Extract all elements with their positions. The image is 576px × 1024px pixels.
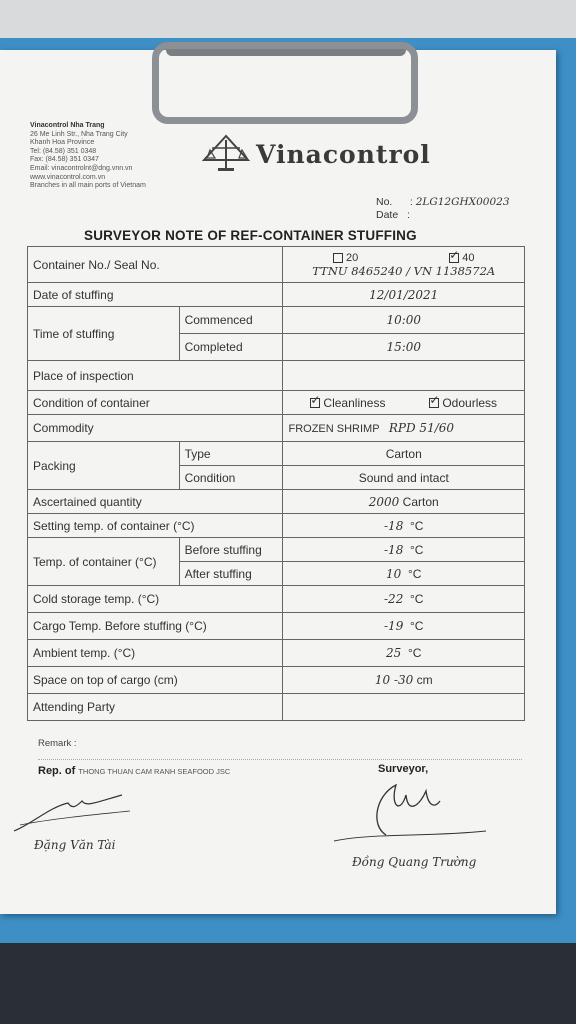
odourless-option — [429, 396, 497, 410]
checkbox-checked-icon — [310, 398, 320, 408]
condition-cell — [283, 391, 525, 415]
surveyor-signature-icon — [330, 775, 490, 845]
size-20-label: 20 — [345, 251, 359, 264]
doc-no-value: 2LG12GHX00023 — [415, 196, 510, 208]
temp-container-label: Temp. of container (°C) — [28, 538, 180, 586]
completed-value: 15:00 — [283, 334, 525, 361]
surveyor-signer-name: Đồng Quang Trường — [352, 855, 477, 869]
commodity-cell — [283, 415, 525, 442]
pack-condition-label: Condition — [179, 466, 283, 490]
place-label: Place of inspection — [28, 361, 283, 391]
date-stuffing-label: Date of stuffing — [28, 283, 283, 307]
surveyor-label: Surveyor, — [378, 763, 429, 775]
table-row — [28, 667, 525, 694]
before-stuffing-value: -18 — [384, 542, 404, 557]
unit-label: °C — [410, 542, 424, 557]
before-stuffing-cell — [283, 538, 525, 562]
remark-label: Remark : — [38, 738, 77, 749]
cold-storage-value: -22 — [384, 592, 404, 606]
stuffing-form-table — [27, 246, 525, 721]
odourless-label: Odourless — [442, 395, 498, 410]
after-stuffing-value: 10 — [386, 566, 402, 581]
address-line: Tel: (84.58) 351 0348 — [30, 147, 97, 155]
clipboard-tab — [0, 912, 246, 940]
cargo-temp-value: -19 — [384, 619, 404, 633]
container-value: TTNU 8465240 / VN 1138572A — [312, 263, 496, 278]
unit-label: °C — [410, 518, 424, 533]
document-title: SURVEYOR NOTE OF REF-CONTAINER STUFFING — [84, 228, 417, 243]
address-line: Email: vinacontrolnt@dng.vnn.vn — [30, 164, 133, 172]
address-line: 26 Me Linh Str., Nha Trang City — [30, 130, 128, 138]
commodity-value: FROZEN SHRIMP — [288, 423, 380, 435]
space-label: Space on top of cargo (cm) — [28, 667, 283, 694]
place-value — [283, 361, 525, 391]
attending-value — [283, 694, 525, 721]
table-row — [28, 442, 525, 466]
checkbox-icon — [333, 253, 343, 263]
container-label: Container No./ Seal No. — [28, 247, 283, 283]
size-40-label: 40 — [462, 251, 475, 264]
commodity-label: Commodity — [28, 415, 283, 442]
unit-label: °C — [410, 619, 424, 633]
company-name: Vinacontrol Nha Trang — [30, 122, 105, 129]
table-row — [28, 613, 525, 640]
space-cell — [283, 667, 525, 694]
unit-label: °C — [407, 566, 422, 581]
type-value: Carton — [283, 442, 525, 466]
cleanliness-option — [310, 396, 385, 410]
address-line: www.vinacontrol.com.vn — [30, 173, 106, 181]
ambient-cell — [283, 640, 525, 667]
ambient-label: Ambient temp. (°C) — [28, 640, 283, 667]
after-stuffing-cell — [283, 562, 525, 586]
cold-storage-cell — [283, 586, 525, 613]
table-row — [28, 307, 525, 334]
before-stuffing-label: Before stuffing — [179, 538, 283, 562]
doc-date-label: Date — [376, 209, 399, 221]
time-stuffing-label: Time of stuffing — [28, 307, 180, 361]
space-value: 10 -30 — [374, 673, 414, 687]
table-row — [28, 283, 525, 307]
rep-line — [38, 765, 230, 777]
doc-no-label: No. — [376, 196, 393, 208]
quantity-unit: Carton — [402, 494, 439, 509]
size-40-option — [449, 252, 474, 264]
setting-temp-label: Setting temp. of container (°C) — [28, 514, 283, 538]
pack-condition-value: Sound and intact — [283, 466, 525, 490]
table-row — [28, 415, 525, 442]
checkbox-checked-icon — [449, 253, 459, 263]
after-stuffing-label: After stuffing — [179, 562, 283, 586]
table-row — [28, 514, 525, 538]
table-row — [28, 640, 525, 667]
divider — [38, 759, 522, 760]
cleanliness-label: Cleanliness — [323, 395, 386, 410]
checkbox-checked-icon — [429, 398, 439, 408]
quantity-label: Ascertained quantity — [28, 490, 283, 514]
setting-temp-cell — [283, 514, 525, 538]
setting-temp-value: -18 — [384, 518, 404, 533]
table-row — [28, 694, 525, 721]
commenced-value: 10:00 — [283, 307, 525, 334]
address-line: Fax: (84.58) 351 0347 — [30, 156, 99, 164]
packing-label: Packing — [28, 442, 180, 490]
address-line: Khanh Hoa Province — [30, 139, 95, 147]
table-row — [28, 586, 525, 613]
cold-storage-label: Cold storage temp. (°C) — [28, 586, 283, 613]
cargo-temp-label: Cargo Temp. Before stuffing (°C) — [28, 613, 283, 640]
completed-label: Completed — [179, 334, 283, 361]
attending-label: Attending Party — [28, 694, 283, 721]
company-address-block — [30, 122, 146, 191]
table-row — [28, 361, 525, 391]
rep-signer-name: Đặng Văn Tài — [34, 838, 116, 852]
cargo-temp-cell — [283, 613, 525, 640]
date-stuffing-value: 12/01/2021 — [283, 283, 525, 307]
document-number-block: No. : 2LG12GHX00023 Date : — [376, 196, 510, 221]
space-unit: cm — [416, 673, 433, 687]
container-cell — [283, 247, 525, 283]
rep-label: Rep. of — [38, 765, 76, 777]
quantity-value: 2000 — [368, 494, 400, 509]
commenced-label: Commenced — [179, 307, 283, 334]
unit-label: °C — [407, 646, 422, 660]
size-20-option — [333, 252, 358, 264]
clipboard-clip-icon — [152, 42, 418, 124]
type-label: Type — [179, 442, 283, 466]
table-row — [28, 247, 525, 283]
table-row — [28, 538, 525, 562]
commodity-hand-value: RPD 51/60 — [388, 421, 455, 435]
table-row — [28, 391, 525, 415]
company-logo — [202, 134, 431, 174]
logo-text: Vinacontrol — [256, 139, 431, 169]
unit-label: °C — [410, 592, 424, 606]
condition-label: Condition of container — [28, 391, 283, 415]
scales-logo-icon — [202, 134, 250, 174]
ambient-value: 25 — [386, 646, 402, 660]
rep-company: THONG THUAN CAM RANH SEAFOOD JSC — [78, 767, 231, 776]
rep-signature-icon — [10, 785, 160, 845]
address-line: Branches in all main ports of Vietnam — [30, 182, 146, 190]
table-row — [28, 490, 525, 514]
quantity-cell — [283, 490, 525, 514]
